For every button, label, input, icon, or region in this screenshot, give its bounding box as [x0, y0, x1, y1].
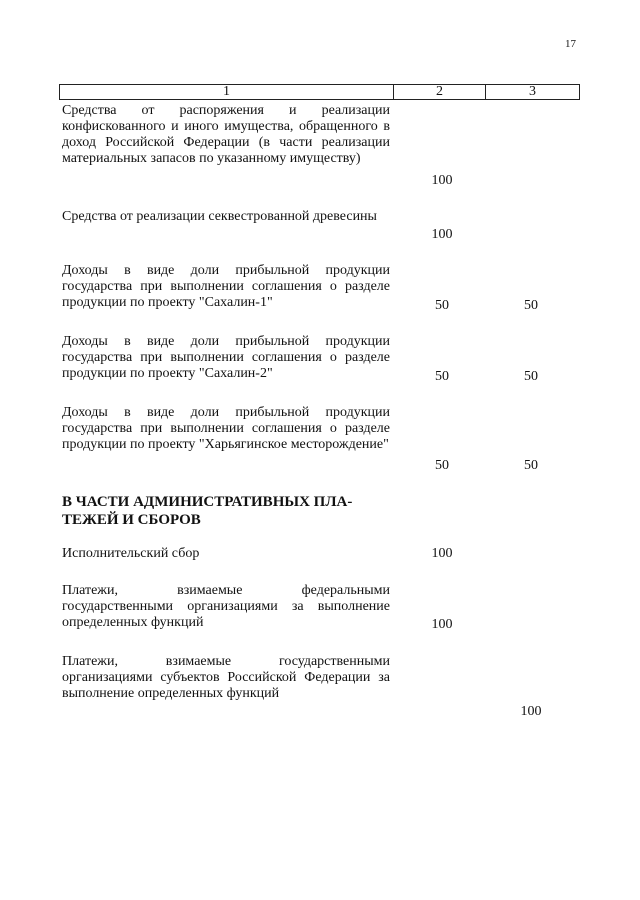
row-description: Исполнительский сбор [62, 546, 200, 561]
table-row [62, 263, 582, 311]
table-row [62, 654, 582, 719]
row-value-col2: 100 [431, 173, 453, 188]
table-row [62, 546, 582, 562]
row-value-col3: 50 [524, 298, 538, 313]
row-description: Доходы в виде доли прибыльной продукции государства при выполнении соглашения о разделе продукции по проекту "Сахалин-1" [62, 263, 390, 310]
table-header [59, 84, 580, 100]
table-row [62, 103, 582, 188]
row-description: Средства от реализации секвестрованной древесины [62, 209, 377, 224]
row-value-col2: 100 [431, 227, 453, 242]
row-value-col2: 50 [435, 369, 449, 384]
row-description: Средства от распоряжения и реализации конфискованного и иного имущества, обращенного в доход Российской Федерации (в части реализации материальных запасов по указанному имуществу) [62, 103, 390, 166]
row-value-col3: 50 [524, 458, 538, 473]
row-value-col2: 100 [431, 617, 453, 632]
table-row [62, 334, 582, 382]
table-row [62, 209, 582, 242]
row-description: Платежи, взимаемые государственными организациями субъектов Российской Федерации за выполнение определенных функций [62, 654, 390, 701]
header-col-2: 2 [394, 85, 486, 99]
row-description: Платежи, взимаемые федеральными государственными организациями за выполнение определенных функций [62, 583, 390, 630]
table-row [62, 583, 582, 631]
section-heading: В ЧАСТИ АДМИНИСТРАТИВНЫХ ПЛА-ТЕЖЕЙ И СБОРОВ [62, 494, 353, 528]
header-col-1: 1 [60, 85, 394, 99]
row-value-col2: 50 [435, 458, 449, 473]
row-description: Доходы в виде доли прибыльной продукции государства при выполнении соглашения о разделе продукции по проекту "Харьягинское месторождение" [62, 405, 390, 452]
table-row [62, 405, 582, 473]
page-number: 17 [565, 38, 576, 50]
row-value-col3: 50 [524, 369, 538, 384]
row-description: Доходы в виде доли прибыльной продукции государства при выполнении соглашения о разделе продукции по проекту "Сахалин-2" [62, 334, 390, 381]
row-value-col2: 100 [431, 546, 453, 561]
row-value-col3: 100 [520, 704, 542, 719]
header-col-3: 3 [529, 84, 536, 99]
row-value-col2: 50 [435, 298, 449, 313]
